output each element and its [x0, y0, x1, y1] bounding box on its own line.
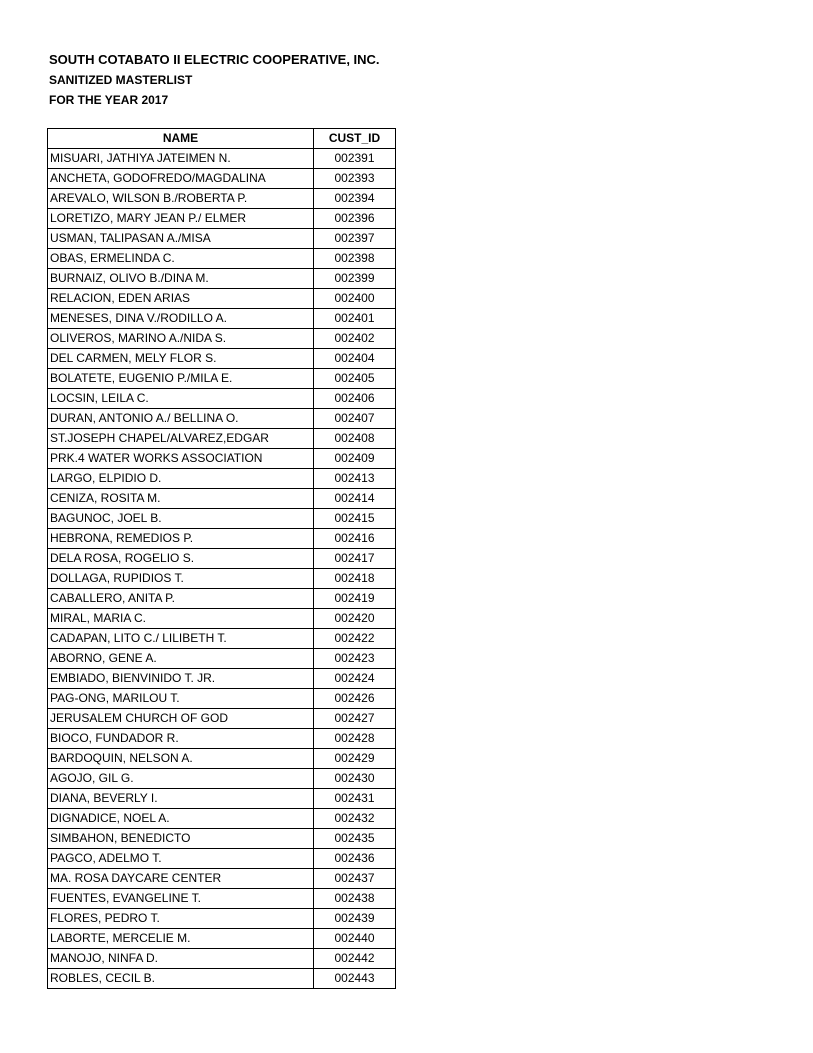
- customer-name-cell: CABALLERO, ANITA P.: [48, 589, 314, 609]
- table-row: [48, 329, 396, 349]
- document-header: [49, 50, 380, 110]
- customer-id-cell: 002391: [314, 149, 396, 169]
- table-row: [48, 389, 396, 409]
- customer-name-cell: PRK.4 WATER WORKS ASSOCIATION: [48, 449, 314, 469]
- customer-id-cell: 002399: [314, 269, 396, 289]
- customer-id-cell: 002443: [314, 969, 396, 989]
- table-row: [48, 889, 396, 909]
- customer-id-cell: 002402: [314, 329, 396, 349]
- table-row: [48, 869, 396, 889]
- customer-name-cell: DIGNADICE, NOEL A.: [48, 809, 314, 829]
- table-row: [48, 809, 396, 829]
- customer-name-cell: LOCSIN, LEILA C.: [48, 389, 314, 409]
- table-row: [48, 169, 396, 189]
- table-row: [48, 209, 396, 229]
- table-row: [48, 969, 396, 989]
- customer-name-cell: MIRAL, MARIA C.: [48, 609, 314, 629]
- customer-name-cell: MANOJO, NINFA D.: [48, 949, 314, 969]
- customer-id-cell: 002404: [314, 349, 396, 369]
- table-row: [48, 909, 396, 929]
- table-row: [48, 929, 396, 949]
- customer-name-cell: ROBLES, CECIL B.: [48, 969, 314, 989]
- customer-name-cell: DOLLAGA, RUPIDIOS T.: [48, 569, 314, 589]
- table-row: [48, 449, 396, 469]
- table-row: [48, 749, 396, 769]
- customer-name-cell: SIMBAHON, BENEDICTO: [48, 829, 314, 849]
- customer-id-cell: 002396: [314, 209, 396, 229]
- customer-id-cell: 002424: [314, 669, 396, 689]
- customer-id-cell: 002419: [314, 589, 396, 609]
- report-title: SANITIZED MASTERLIST: [49, 73, 193, 87]
- table-header-row: [48, 129, 396, 149]
- customer-name-cell: BARDOQUIN, NELSON A.: [48, 749, 314, 769]
- customer-id-cell: 002432: [314, 809, 396, 829]
- customer-id-cell: 002422: [314, 629, 396, 649]
- customer-name-cell: CENIZA, ROSITA M.: [48, 489, 314, 509]
- customer-name-cell: ANCHETA, GODOFREDO/MAGDALINA: [48, 169, 314, 189]
- table-row: [48, 309, 396, 329]
- customer-name-cell: RELACION, EDEN ARIAS: [48, 289, 314, 309]
- customer-name-cell: DURAN, ANTONIO A./ BELLINA O.: [48, 409, 314, 429]
- customer-id-cell: 002431: [314, 789, 396, 809]
- column-header-cust-id: CUST_ID: [314, 129, 396, 149]
- customer-id-cell: 002400: [314, 289, 396, 309]
- customer-id-cell: 002426: [314, 689, 396, 709]
- table-row: [48, 609, 396, 629]
- table-row: [48, 829, 396, 849]
- table-row: [48, 949, 396, 969]
- report-period: FOR THE YEAR 2017: [49, 93, 169, 107]
- customer-id-cell: 002435: [314, 829, 396, 849]
- table-row: [48, 349, 396, 369]
- table-row: [48, 649, 396, 669]
- table-row: [48, 229, 396, 249]
- customer-name-cell: AREVALO, WILSON B./ROBERTA P.: [48, 189, 314, 209]
- table-body: [48, 149, 396, 989]
- table-row: [48, 289, 396, 309]
- company-name: SOUTH COTABATO II ELECTRIC COOPERATIVE, INC.: [49, 52, 380, 67]
- customer-id-cell: 002438: [314, 889, 396, 909]
- customer-name-cell: ST.JOSEPH CHAPEL/ALVAREZ,EDGAR: [48, 429, 314, 449]
- table-row: [48, 469, 396, 489]
- customer-id-cell: 002420: [314, 609, 396, 629]
- table-row: [48, 549, 396, 569]
- table-row: [48, 789, 396, 809]
- customer-id-cell: 002430: [314, 769, 396, 789]
- customer-id-cell: 002401: [314, 309, 396, 329]
- table-row: [48, 489, 396, 509]
- masterlist-table: [47, 128, 396, 989]
- customer-id-cell: 002393: [314, 169, 396, 189]
- customer-name-cell: BAGUNOC, JOEL B.: [48, 509, 314, 529]
- customer-id-cell: 002398: [314, 249, 396, 269]
- customer-name-cell: AGOJO, GIL G.: [48, 769, 314, 789]
- table-row: [48, 529, 396, 549]
- customer-name-cell: LABORTE, MERCELIE M.: [48, 929, 314, 949]
- table-row: [48, 669, 396, 689]
- customer-name-cell: PAG-ONG, MARILOU T.: [48, 689, 314, 709]
- customer-name-cell: MENESES, DINA V./RODILLO A.: [48, 309, 314, 329]
- table-row: [48, 569, 396, 589]
- customer-name-cell: ABORNO, GENE A.: [48, 649, 314, 669]
- customer-id-cell: 002423: [314, 649, 396, 669]
- customer-name-cell: HEBRONA, REMEDIOS P.: [48, 529, 314, 549]
- customer-name-cell: USMAN, TALIPASAN A./MISA: [48, 229, 314, 249]
- customer-id-cell: 002429: [314, 749, 396, 769]
- customer-name-cell: DEL CARMEN, MELY FLOR S.: [48, 349, 314, 369]
- customer-id-cell: 002416: [314, 529, 396, 549]
- customer-id-cell: 002405: [314, 369, 396, 389]
- table-row: [48, 509, 396, 529]
- customer-id-cell: 002442: [314, 949, 396, 969]
- customer-name-cell: OLIVEROS, MARINO A./NIDA S.: [48, 329, 314, 349]
- customer-id-cell: 002417: [314, 549, 396, 569]
- table-row: [48, 729, 396, 749]
- customer-name-cell: FUENTES, EVANGELINE T.: [48, 889, 314, 909]
- table-row: [48, 769, 396, 789]
- customer-id-cell: 002436: [314, 849, 396, 869]
- customer-name-cell: FLORES, PEDRO T.: [48, 909, 314, 929]
- customer-name-cell: CADAPAN, LITO C./ LILIBETH T.: [48, 629, 314, 649]
- customer-id-cell: 002408: [314, 429, 396, 449]
- customer-name-cell: BURNAIZ, OLIVO B./DINA M.: [48, 269, 314, 289]
- customer-id-cell: 002394: [314, 189, 396, 209]
- table-row: [48, 369, 396, 389]
- table-row: [48, 849, 396, 869]
- customer-id-cell: 002427: [314, 709, 396, 729]
- customer-id-cell: 002415: [314, 509, 396, 529]
- table-row: [48, 149, 396, 169]
- table-row: [48, 589, 396, 609]
- customer-name-cell: BIOCO, FUNDADOR R.: [48, 729, 314, 749]
- customer-id-cell: 002406: [314, 389, 396, 409]
- table-row: [48, 269, 396, 289]
- table-row: [48, 189, 396, 209]
- table-row: [48, 409, 396, 429]
- table-row: [48, 709, 396, 729]
- customer-id-cell: 002414: [314, 489, 396, 509]
- customer-name-cell: LORETIZO, MARY JEAN P./ ELMER: [48, 209, 314, 229]
- customer-id-cell: 002413: [314, 469, 396, 489]
- table-row: [48, 429, 396, 449]
- table-row: [48, 249, 396, 269]
- customer-id-cell: 002409: [314, 449, 396, 469]
- customer-id-cell: 002397: [314, 229, 396, 249]
- table-row: [48, 629, 396, 649]
- customer-id-cell: 002407: [314, 409, 396, 429]
- customer-id-cell: 002428: [314, 729, 396, 749]
- customer-name-cell: MISUARI, JATHIYA JATEIMEN N.: [48, 149, 314, 169]
- customer-name-cell: LARGO, ELPIDIO D.: [48, 469, 314, 489]
- customer-name-cell: MA. ROSA DAYCARE CENTER: [48, 869, 314, 889]
- customer-id-cell: 002439: [314, 909, 396, 929]
- customer-name-cell: JERUSALEM CHURCH OF GOD: [48, 709, 314, 729]
- customer-name-cell: EMBIADO, BIENVINIDO T. JR.: [48, 669, 314, 689]
- customer-name-cell: DIANA, BEVERLY I.: [48, 789, 314, 809]
- customer-name-cell: DELA ROSA, ROGELIO S.: [48, 549, 314, 569]
- customer-name-cell: OBAS, ERMELINDA C.: [48, 249, 314, 269]
- customer-id-cell: 002440: [314, 929, 396, 949]
- customer-name-cell: PAGCO, ADELMO T.: [48, 849, 314, 869]
- customer-id-cell: 002437: [314, 869, 396, 889]
- column-header-name: NAME: [48, 129, 314, 149]
- table-row: [48, 689, 396, 709]
- customer-id-cell: 002418: [314, 569, 396, 589]
- customer-name-cell: BOLATETE, EUGENIO P./MILA E.: [48, 369, 314, 389]
